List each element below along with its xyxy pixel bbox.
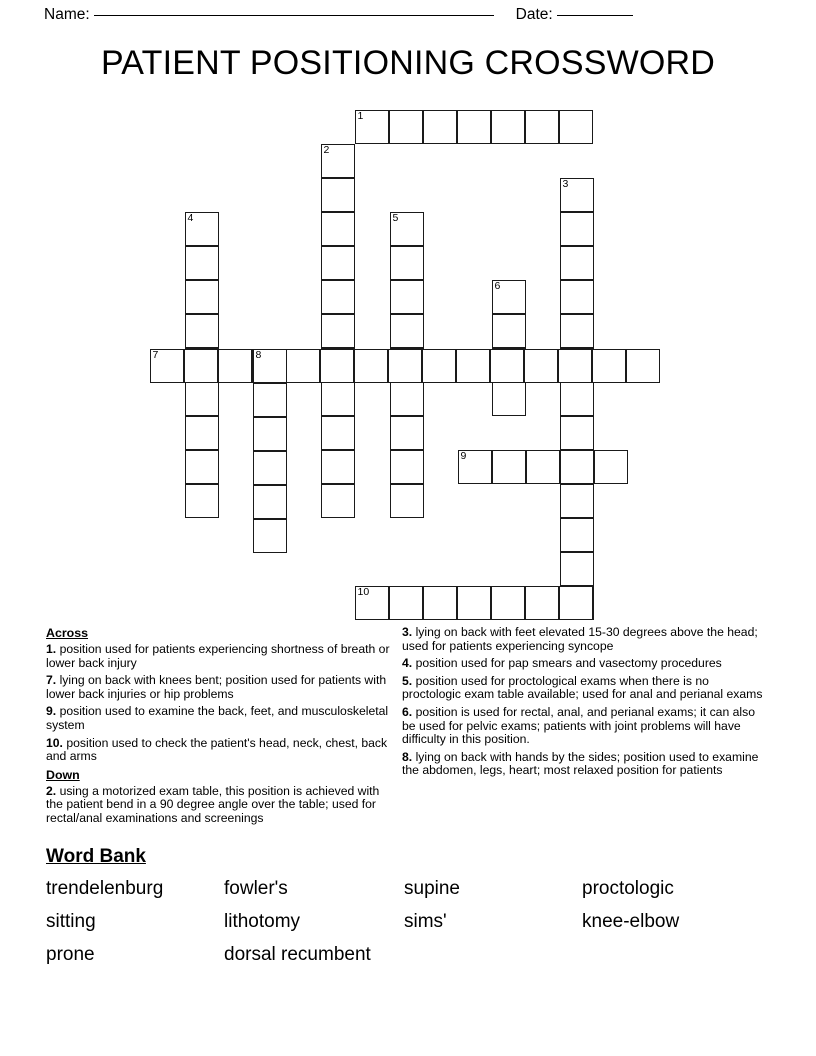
clues-section — [46, 626, 772, 826]
down-clue — [402, 675, 770, 702]
clue-text: lying on back with knees bent; position used for patients with lower back injuries or hip problems — [46, 673, 387, 701]
word-bank-word: sitting — [46, 911, 96, 932]
word-bank-empty — [404, 941, 582, 969]
crossword-cell[interactable] — [626, 349, 660, 383]
crossword-cell[interactable] — [321, 484, 355, 518]
clue-number: 7. — [46, 673, 60, 688]
crossword-cell[interactable] — [390, 416, 424, 450]
crossword-cell[interactable] — [492, 280, 526, 314]
crossword-cell[interactable] — [321, 212, 355, 246]
name-label: Name: — [44, 6, 90, 23]
crossword-cell[interactable] — [458, 450, 492, 484]
crossword-cell[interactable] — [560, 450, 594, 484]
across-clue — [46, 674, 392, 701]
crossword-cell[interactable] — [492, 314, 526, 348]
crossword-cell[interactable] — [253, 485, 287, 519]
crossword-cell[interactable] — [185, 416, 219, 450]
crossword-cell[interactable] — [388, 349, 422, 383]
clue-number: 1. — [46, 642, 60, 656]
word-bank-word: supine — [404, 878, 460, 899]
clue-number: 3. — [402, 625, 416, 639]
across-heading: Across — [46, 626, 89, 640]
crossword-cell[interactable] — [558, 349, 592, 383]
down-clue-list-left — [46, 785, 392, 826]
crossword-cell[interactable] — [422, 349, 456, 383]
crossword-cell[interactable] — [423, 110, 457, 144]
crossword-cell[interactable] — [560, 382, 594, 416]
crossword-cell[interactable] — [560, 246, 594, 280]
clue-text: position used for patients experiencing shortness of breath or lower back injury — [46, 642, 390, 670]
down-clue — [402, 751, 770, 778]
crossword-cell[interactable] — [321, 246, 355, 280]
crossword-cell[interactable] — [491, 586, 525, 620]
crossword-cell[interactable] — [185, 450, 219, 484]
word-bank-word: trendelenburg — [46, 878, 164, 899]
crossword-clue-number: 5 — [392, 212, 399, 224]
word-bank-word: knee-elbow — [582, 911, 680, 932]
crossword-cell[interactable] — [320, 349, 354, 383]
crossword-cell[interactable] — [390, 450, 424, 484]
crossword-cell[interactable] — [526, 450, 560, 484]
clue-text: position used to check the patient's head, neck, chest, back and arms — [46, 735, 388, 764]
crossword-cell[interactable] — [321, 314, 355, 348]
crossword-clue-number: 9 — [460, 450, 467, 462]
crossword-cell[interactable] — [355, 110, 389, 144]
crossword-clue-number: 3 — [562, 178, 569, 190]
down-clue — [402, 706, 770, 747]
crossword-cell[interactable] — [390, 382, 424, 416]
crossword-cell[interactable] — [321, 416, 355, 450]
crossword-clue-number: 4 — [187, 212, 194, 224]
crossword-cell[interactable] — [150, 349, 184, 383]
word-bank-title: Word Bank — [46, 846, 146, 867]
down-clue — [402, 657, 770, 671]
across-clue — [46, 705, 392, 732]
crossword-cell[interactable] — [355, 586, 389, 620]
across-clue — [46, 643, 392, 670]
clue-text: position used for pap smears and vasectomy procedures — [415, 656, 722, 671]
clue-text: using a motorized exam table, this position is achieved with the patient bend in a 90 degree angle over the table; used for rectal/anal examinations and screenings — [46, 783, 380, 825]
crossword-cell[interactable] — [321, 450, 355, 484]
crossword-cell[interactable] — [286, 349, 320, 383]
clue-number: 8. — [402, 749, 416, 764]
clue-text: lying on back with feet elevated 15-30 degrees above the head; used for patients experiencing syncope — [402, 625, 758, 653]
crossword-clue-number: 6 — [494, 280, 501, 292]
crossword-cell[interactable] — [560, 552, 594, 586]
across-clue — [46, 737, 392, 764]
crossword-cell[interactable] — [321, 382, 355, 416]
crossword-cell[interactable] — [390, 212, 424, 246]
crossword-cell[interactable] — [525, 110, 559, 144]
down-clue-list-right — [402, 626, 770, 778]
word-bank-word: prone — [46, 944, 95, 965]
crossword-cell[interactable] — [218, 349, 252, 383]
clue-number: 10. — [46, 735, 67, 750]
word-bank-word: fowler's — [224, 878, 288, 899]
crossword-cell[interactable] — [253, 349, 287, 383]
clues-left-column — [46, 626, 392, 830]
crossword-cell[interactable] — [390, 314, 424, 348]
crossword-cell[interactable] — [559, 586, 593, 620]
clue-number: 2. — [46, 783, 60, 798]
crossword-cell[interactable] — [560, 178, 594, 212]
down-clue — [46, 785, 392, 826]
crossword-cell[interactable] — [321, 280, 355, 314]
crossword-clue-number: 7 — [152, 349, 159, 361]
clue-number: 9. — [46, 704, 60, 719]
crossword-cell[interactable] — [560, 518, 594, 552]
crossword-cell[interactable] — [185, 382, 219, 416]
crossword-cell[interactable] — [185, 484, 219, 518]
clue-text: lying on back with hands by the sides; position used to examine the abdomen, legs, heart; most relaxed position for patients — [402, 749, 759, 778]
crossword-cell[interactable] — [491, 110, 525, 144]
crossword-cell[interactable] — [592, 349, 626, 383]
crossword-cell[interactable] — [185, 280, 219, 314]
clue-number: 6. — [402, 704, 416, 719]
crossword-cell[interactable] — [390, 484, 424, 518]
crossword-cell[interactable] — [490, 349, 524, 383]
crossword-cell[interactable] — [389, 586, 423, 620]
page-title: PATIENT POSITIONING CROSSWORD — [100, 44, 716, 82]
crossword-clue-number: 2 — [323, 144, 330, 156]
crossword-cell[interactable] — [594, 450, 628, 484]
crossword-cell[interactable] — [559, 110, 593, 144]
crossword-cell[interactable] — [492, 382, 526, 416]
word-bank-word: lithotomy — [224, 911, 301, 932]
crossword-cell[interactable] — [423, 586, 457, 620]
down-clue — [402, 626, 770, 653]
crossword-cell[interactable] — [560, 280, 594, 314]
crossword-cell[interactable] — [253, 519, 287, 553]
word-bank-empty — [582, 941, 762, 969]
word-bank-section — [46, 845, 776, 969]
crossword-cell[interactable] — [389, 110, 423, 144]
word-bank-word: proctologic — [582, 878, 674, 899]
crossword-cell[interactable] — [253, 417, 287, 451]
clue-text: position used to examine the back, feet, and musculoskeletal system — [46, 704, 389, 732]
crossword-cell[interactable] — [185, 314, 219, 348]
crossword-cell[interactable] — [390, 246, 424, 280]
crossword-cell[interactable] — [321, 144, 355, 178]
crossword-cell[interactable] — [457, 586, 491, 620]
clue-number: 4. — [402, 656, 416, 671]
crossword-clue-number: 10 — [357, 586, 370, 598]
crossword-cell[interactable] — [253, 383, 287, 417]
crossword-cell[interactable] — [560, 314, 594, 348]
crossword-clue-number: 1 — [357, 110, 364, 122]
crossword-cell[interactable] — [253, 451, 287, 485]
crossword-cell[interactable] — [456, 349, 490, 383]
crossword-cell[interactable] — [524, 349, 558, 383]
crossword-cell[interactable] — [560, 484, 594, 518]
across-clue-list — [46, 643, 392, 764]
clue-text: position is used for rectal, anal, and perianal exams; it can also be used for pelvic exams; patients with joint problems will have difficulty in this position. — [402, 704, 755, 747]
down-heading: Down — [46, 767, 80, 782]
crossword-cell[interactable] — [321, 178, 355, 212]
clue-number: 5. — [402, 673, 416, 688]
crossword-cell[interactable] — [354, 349, 388, 383]
crossword-cell[interactable] — [492, 450, 526, 484]
word-bank-word: sims' — [404, 911, 447, 932]
crossword-cell[interactable] — [184, 349, 218, 383]
crossword-cell[interactable] — [457, 110, 491, 144]
clue-text: position used for proctological exams when there is no proctologic exam table available; used for anal and perianal exams — [402, 673, 763, 702]
crossword-cell[interactable] — [390, 280, 424, 314]
clues-right-column — [402, 626, 770, 782]
crossword-cell[interactable] — [525, 586, 559, 620]
crossword-cell[interactable] — [560, 212, 594, 246]
crossword-cell[interactable] — [560, 416, 594, 450]
word-bank-grid — [46, 875, 776, 969]
crossword-cell[interactable] — [185, 212, 219, 246]
crossword-cell[interactable] — [185, 246, 219, 280]
word-bank-word: dorsal recumbent — [224, 944, 371, 965]
crossword-clue-number: 8 — [255, 349, 262, 361]
date-label: Date: — [515, 6, 553, 23]
